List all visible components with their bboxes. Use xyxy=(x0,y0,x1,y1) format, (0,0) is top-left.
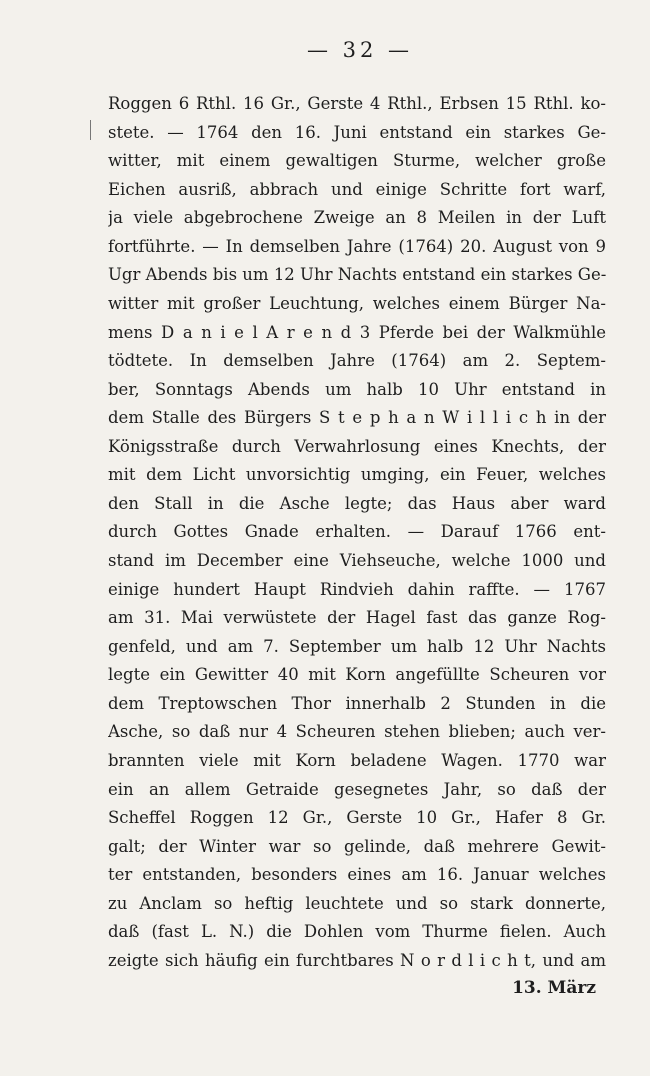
text-line: Roggen 6 Rthl. 16 Gr., Gerste 4 Rthl., Erbsen 15 Rthl. ko- xyxy=(108,94,606,113)
text-line: den Stall in die Asche legte; das Haus aber ward xyxy=(108,493,606,513)
text-line: zu Anclam so heftig leuchtete und so stark donnerte, xyxy=(108,893,606,913)
text-line: daß (fast L. N.) die Dohlen vom Thurme fielen. Auch xyxy=(108,922,606,942)
text-line: Eichen ausriß, abbrach und einige Schritte fort warf, xyxy=(108,179,606,199)
text-line: mit dem Licht unvorsichtig umging, ein Feuer, welches xyxy=(108,465,606,485)
text-line: stete. — 1764 den 16. Juni entstand ein starkes Ge- xyxy=(108,122,606,142)
text-line: Scheffel Roggen 12 Gr., Gerste 10 Gr., Hafer 8 Gr. xyxy=(108,808,606,828)
text-line: einige hundert Haupt Rindvieh dahin raffte. — 1767 xyxy=(108,579,606,599)
text-line: galt; der Winter war so gelinde, daß mehrere Gewit- xyxy=(108,836,606,856)
text-line: ja viele abgebrochene Zweige an 8 Meilen in der Luft xyxy=(108,208,606,228)
text-line: Asche, so daß nur 4 Scheuren stehen blieben; auch ver- xyxy=(108,722,606,742)
text-line: Königsstraße durch Verwahrlosung eines Knechts, der xyxy=(108,436,606,456)
text-line: am 31. Mai verwüstete der Hagel fast das ganze Rog- xyxy=(108,608,606,628)
text-line: zeigte sich häufig ein furchtbares N o r d l i c h t, und am xyxy=(108,950,606,970)
text-line: Ugr Abends bis um 12 Uhr Nachts entstand ein starkes Ge- xyxy=(108,265,606,285)
text-line: witter mit großer Leuchtung, welches einem Bürger Na- xyxy=(108,293,606,313)
text-line: ein an allem Getraide gesegnetes Jahr, so daß der xyxy=(108,779,606,799)
body-text xyxy=(108,90,606,975)
text-line: witter, mit einem gewaltigen Sturme, welcher große xyxy=(108,151,606,171)
margin-mark xyxy=(90,120,91,140)
text-line: dem Treptowschen Thor innerhalb 2 Stunden in die xyxy=(108,693,606,713)
text-line: genfeld, und am 7. September um halb 12 Uhr Nachts xyxy=(108,636,606,656)
text-line: mens D a n i e l A r e n d 3 Pferde bei der Walkmühle xyxy=(108,322,606,342)
text-line: tödtete. In demselben Jahre (1764) am 2. Septem- xyxy=(108,351,606,371)
text-line: dem Stalle des Bürgers S t e p h a n W i l l i c h in der xyxy=(108,408,606,428)
text-line: ter entstanden, besonders eines am 16. Januar welches xyxy=(108,865,606,885)
text-line: brannten viele mit Korn beladene Wagen. 1770 war xyxy=(108,750,606,770)
text-line: fortführte. — In demselben Jahre (1764) 20. August von 9 xyxy=(108,236,606,256)
text-line: durch Gottes Gnade erhalten. — Darauf 1766 ent- xyxy=(108,522,606,542)
text-line: stand im December eine Viehseuche, welche 1000 und xyxy=(108,551,606,570)
catchword: 13. März xyxy=(512,978,596,998)
text-line: legte ein Gewitter 40 mit Korn angefüllte Scheuren vor xyxy=(108,665,606,685)
text-line: ber, Sonntags Abends um halb 10 Uhr entstand in xyxy=(108,379,606,399)
page-number: — 32 — xyxy=(306,38,414,62)
